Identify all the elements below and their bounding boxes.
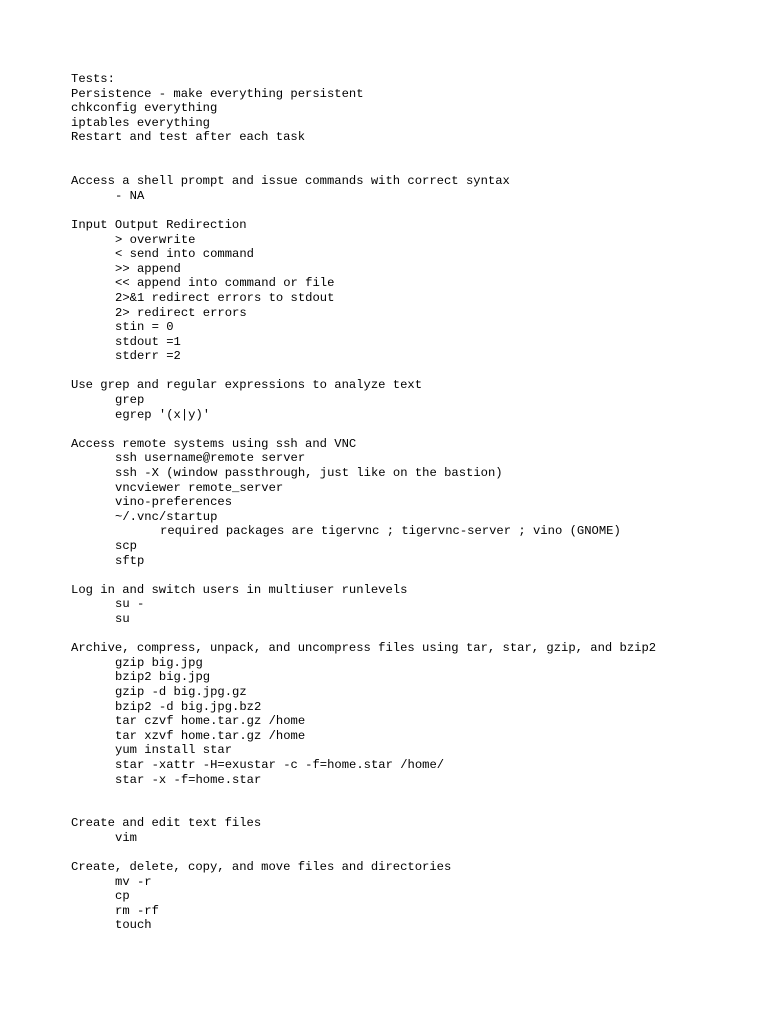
section-item: ssh username@remote server xyxy=(115,451,306,466)
section-item: stdout =1 xyxy=(115,334,181,349)
intro-line: iptables everything xyxy=(71,115,210,130)
section-heading: Access remote systems using ssh and VNC xyxy=(71,436,357,451)
section-item: bzip2 big.jpg xyxy=(115,670,211,685)
section-remote-access xyxy=(71,437,751,568)
section-item: tar czvf home.tar.gz /home xyxy=(115,714,306,729)
section-item: 2>&1 redirect errors to stdout xyxy=(115,290,335,305)
section-heading: Use grep and regular expressions to analyze text xyxy=(71,378,423,393)
section-item: scp xyxy=(115,539,137,553)
section-item: star -xattr -H=exustar -c -f=home.star /home/ xyxy=(115,757,445,772)
spacer xyxy=(71,203,751,218)
section-item: rm -rf xyxy=(115,903,159,918)
section-io-redirection xyxy=(71,218,751,364)
section-heading: Log in and switch users in multiuser runlevels xyxy=(71,582,408,597)
spacer xyxy=(71,568,751,583)
section-item: grep xyxy=(115,393,145,408)
section-item: su - xyxy=(115,597,145,612)
section-subitem: required packages are tigervnc ; tigervnc-server ; vino (GNOME) xyxy=(160,524,621,539)
spacer xyxy=(71,160,751,175)
section-item: su xyxy=(115,611,130,626)
spacer xyxy=(71,787,751,802)
section-item: touch xyxy=(115,918,152,933)
intro-line: Restart and test after each task xyxy=(71,130,306,145)
intro-line: Persistence - make everything persistent xyxy=(71,86,364,101)
section-item: gzip -d big.jpg.gz xyxy=(115,684,247,699)
spacer xyxy=(71,845,751,860)
spacer xyxy=(71,627,751,642)
section-heading: Input Output Redirection xyxy=(71,217,247,232)
section-item: mv -r xyxy=(115,874,152,889)
spacer xyxy=(71,802,751,817)
section-grep xyxy=(71,378,751,422)
section-item: vim xyxy=(115,830,137,845)
section-heading: Create, delete, copy, and move files and directories xyxy=(71,860,452,875)
section-item: cp xyxy=(115,889,130,904)
section-archive-compress xyxy=(71,641,751,787)
section-item: stin = 0 xyxy=(115,320,174,335)
section-heading: Archive, compress, unpack, and uncompress files using tar, star, gzip, and bzip2 xyxy=(71,641,657,656)
section-switch-users xyxy=(71,583,751,627)
section-item: 2> redirect errors xyxy=(115,305,247,320)
section-heading: Access a shell prompt and issue commands with correct syntax xyxy=(71,174,510,189)
section-item: < send into command xyxy=(115,247,254,262)
section-item: star -x -f=home.star xyxy=(115,772,262,787)
intro-block xyxy=(71,72,751,145)
section-file-management xyxy=(71,860,751,933)
section-item: tar xzvf home.tar.gz /home xyxy=(115,728,306,743)
section-item: ssh -X (window passthrough, just like on the bastion) xyxy=(115,466,503,481)
section-item: yum install star xyxy=(115,743,233,758)
section-heading: Create and edit text files xyxy=(71,816,262,831)
section-item: sftp xyxy=(115,553,145,568)
section-item: - NA xyxy=(115,188,145,203)
section-edit-text xyxy=(71,816,751,845)
section-item: vncviewer remote_server xyxy=(115,480,284,495)
section-item: >> append xyxy=(115,261,181,276)
spacer xyxy=(71,422,751,437)
section-item: gzip big.jpg xyxy=(115,655,203,670)
section-item: stderr =2 xyxy=(115,349,181,364)
section-item: ~/.vnc/startup xyxy=(115,509,218,524)
section-item: vino-preferences xyxy=(115,495,233,510)
spacer xyxy=(71,145,751,160)
section-item: << append into command or file xyxy=(115,276,335,291)
spacer xyxy=(71,364,751,379)
section-shell-prompt xyxy=(71,174,751,203)
section-item: > overwrite xyxy=(115,232,196,247)
section-item: bzip2 -d big.jpg.bz2 xyxy=(115,699,262,714)
intro-line: chkconfig everything xyxy=(71,101,218,116)
document-page xyxy=(71,72,751,933)
section-item: egrep '(x|y)' xyxy=(115,407,211,422)
intro-line: Tests: xyxy=(71,72,115,86)
